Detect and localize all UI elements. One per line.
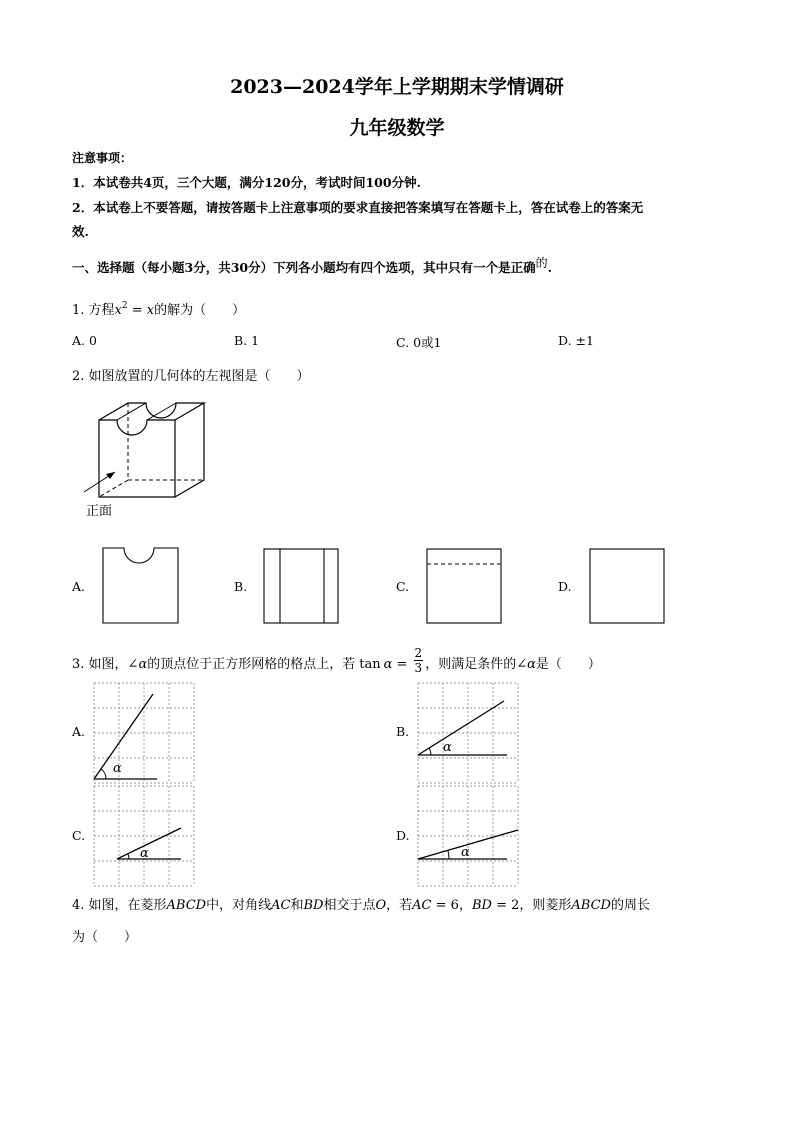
q3-a-alpha: α bbox=[113, 761, 122, 776]
note-item-2: 2．本试卷上不要答题，请按答题卡上注意事项的要求直接把答案填写在答题卡上，答在试卷上的答案无 bbox=[72, 200, 644, 215]
exam-subtitle: 九年级数学 bbox=[349, 117, 445, 139]
exam-title: 2023—2024学年上学期期末学情调研 bbox=[230, 76, 564, 98]
q3-d-alpha: α bbox=[461, 845, 470, 860]
q2-option-c-label[interactable]: C. bbox=[396, 579, 410, 594]
question-4-stem: 4. 如图，在菱形ABCD中，对角线AC和BD相交于点O，若AC = 6，BD = 2，则菱形ABCD的周长 bbox=[72, 898, 650, 913]
tan-fraction: $\frac{2}{3}$ bbox=[414, 646, 423, 675]
q3-option-b-label[interactable]: B. bbox=[396, 724, 410, 739]
q3-option-a-label[interactable]: A. bbox=[72, 724, 86, 739]
section-1-heading: 一、选择题（每小题3分，共30分）下列各小题均有四个选项，其中只有一个是正确的. bbox=[72, 256, 552, 275]
q2-option-a-label[interactable]: A. bbox=[72, 579, 86, 594]
question-2-stem: 2. 如图放置的几何体的左视图是（ ） bbox=[72, 369, 310, 384]
q2-option-b-label[interactable]: B. bbox=[234, 579, 248, 594]
q2-option-b-figure[interactable] bbox=[263, 548, 341, 626]
q3-b-alpha: α bbox=[443, 740, 452, 755]
q3-option-d-label[interactable]: D. bbox=[396, 828, 410, 843]
question-3-stem: 3. 如图，∠α的顶点位于正方形网格的格点上，若 tan α = $\frac{2}{3}$ ，则满足条件的∠α是（ ） bbox=[72, 646, 601, 675]
q1-option-b[interactable]: B. 1 bbox=[234, 333, 260, 348]
q1-option-d[interactable]: D. ±1 bbox=[558, 333, 594, 348]
q2-option-a-figure[interactable] bbox=[102, 547, 180, 625]
q2-option-d-figure[interactable] bbox=[589, 548, 667, 626]
q1-option-a[interactable]: A. 0 bbox=[72, 333, 97, 348]
question-1-stem: 1. 方程$x^2 = x$的解为（ ） bbox=[72, 301, 246, 318]
q3-option-d-grid[interactable] bbox=[417, 785, 519, 887]
front-label: 正面 bbox=[86, 504, 113, 519]
q3-option-c-grid[interactable] bbox=[93, 785, 195, 887]
q2-option-d-label[interactable]: D. bbox=[558, 579, 572, 594]
solid-figure bbox=[70, 400, 220, 500]
q3-option-c-label[interactable]: C. bbox=[72, 828, 86, 843]
q1-option-c[interactable]: C. 0或1 bbox=[396, 335, 442, 350]
q3-option-a-grid[interactable] bbox=[93, 682, 195, 784]
question-4-stem-cont: 为（ ） bbox=[72, 930, 138, 945]
note-item-1: 1．本试卷共4页，三个大题，满分120分，考试时间100分钟. bbox=[72, 175, 421, 190]
q3-c-alpha: α bbox=[140, 846, 149, 861]
note-item-2-cont: 效. bbox=[72, 224, 89, 239]
notes-heading: 注意事项： bbox=[72, 151, 133, 165]
q2-option-c-figure[interactable] bbox=[426, 548, 504, 626]
q3-option-b-grid[interactable] bbox=[417, 682, 519, 784]
